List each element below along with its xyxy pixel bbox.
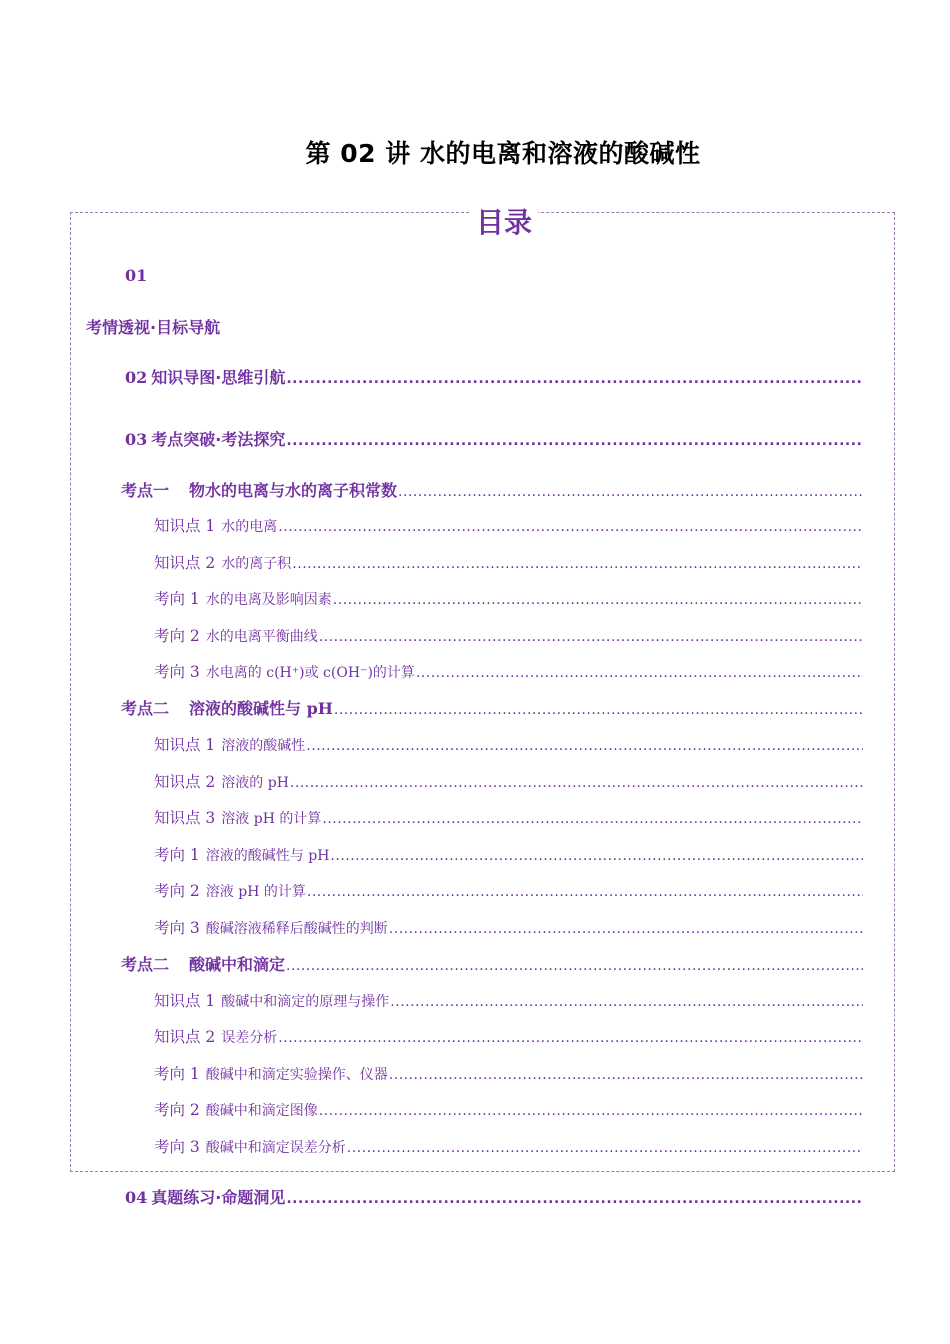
- toc-item-label: 知识点 2: [154, 554, 216, 572]
- toc-section-04-title: 真题练习·命题洞见: [151, 1188, 286, 1207]
- toc-topic-label: 考点二: [121, 699, 170, 718]
- toc-item-label: 知识点 1: [154, 992, 216, 1010]
- toc-item-text: 溶液的 pH: [221, 775, 289, 791]
- toc-item-label: 考向 3: [154, 1138, 200, 1156]
- toc-leader: [389, 1067, 863, 1083]
- toc-item-text: 溶液的酸碱性: [221, 738, 306, 754]
- toc-item[interactable]: [154, 1062, 863, 1084]
- toc-item-text: 水电离的 c(H⁺)或 c(OH⁻)的计算: [205, 665, 415, 681]
- toc-item[interactable]: [154, 587, 863, 609]
- toc-item[interactable]: [154, 879, 863, 901]
- toc-item[interactable]: [154, 916, 863, 938]
- toc-section-01-number[interactable]: 01: [125, 266, 148, 285]
- toc-leader: [306, 738, 863, 754]
- toc-item[interactable]: [154, 989, 863, 1011]
- toc-topic-title: 溶液的酸碱性与 pH: [189, 699, 333, 718]
- toc-item-label: 考向 3: [154, 663, 200, 681]
- toc-item-label: 知识点 3: [154, 809, 216, 827]
- toc-topic-label: 考点一: [121, 481, 170, 500]
- toc-item-text: 溶液的酸碱性与 pH: [205, 848, 330, 864]
- toc-item-text: 酸碱中和滴定误差分析: [205, 1140, 346, 1156]
- toc-topic-1[interactable]: [121, 478, 863, 501]
- toc-leader: [307, 884, 863, 900]
- toc-item[interactable]: [154, 733, 863, 755]
- toc-leader: [278, 1030, 863, 1046]
- toc-item-label: 考向 3: [154, 919, 200, 937]
- toc-item[interactable]: [154, 514, 863, 536]
- toc-item-text: 误差分析: [221, 1030, 278, 1046]
- toc-leader: [389, 921, 863, 937]
- toc-item-label: 考向 2: [154, 1101, 200, 1119]
- toc-leader: [286, 1191, 863, 1207]
- toc-item-text: 溶液 pH 的计算: [221, 811, 322, 827]
- toc-section-02-number: 02: [125, 368, 148, 387]
- toc-section-04-number: 04: [125, 1188, 148, 1207]
- toc-heading-text: 目录: [470, 206, 538, 239]
- toc-leader: [278, 519, 863, 535]
- toc-item-text: 水的电离及影响因素: [205, 592, 332, 608]
- toc-item-text: 水的电离: [221, 519, 278, 535]
- toc-item-label: 考向 1: [154, 846, 200, 864]
- toc-leader: [330, 848, 863, 864]
- toc-item-label: 知识点 1: [154, 736, 216, 754]
- toc-item[interactable]: [154, 1025, 863, 1047]
- toc-item-text: 溶液 pH 的计算: [205, 884, 306, 900]
- toc-item[interactable]: [154, 1098, 863, 1120]
- toc-item-text: 水的离子积: [221, 556, 292, 572]
- toc-leader: [286, 958, 863, 974]
- toc-leader: [286, 371, 863, 387]
- toc-item-text: 酸碱中和滴定图像: [205, 1103, 318, 1119]
- toc-item-label: 考向 1: [154, 590, 200, 608]
- toc-leader: [333, 592, 863, 608]
- toc-item-text: 酸碱中和滴定实验操作、仪器: [205, 1067, 388, 1083]
- toc-item-text: 酸碱中和滴定的原理与操作: [221, 994, 390, 1010]
- toc-leader: [319, 1103, 863, 1119]
- toc-item-label: 考向 2: [154, 882, 200, 900]
- toc-topic-label: 考点二: [121, 955, 170, 974]
- toc-item-label: 考向 2: [154, 627, 200, 645]
- toc-section-03-title: 考点突破·考法探究: [151, 430, 286, 449]
- toc-item[interactable]: [154, 1135, 863, 1157]
- toc-item-text: 水的电离平衡曲线: [205, 629, 318, 645]
- toc-leader: [398, 484, 863, 500]
- toc-section-02[interactable]: [125, 365, 863, 388]
- toc-section-01-title[interactable]: 考情透视·目标导航: [86, 318, 221, 337]
- toc-item-label: 知识点 1: [154, 517, 216, 535]
- toc-item[interactable]: [154, 624, 863, 646]
- toc-item-label: 知识点 2: [154, 1028, 216, 1046]
- toc-section-03-number: 03: [125, 430, 148, 449]
- toc-leader: [286, 433, 863, 449]
- toc-item[interactable]: [154, 843, 863, 865]
- toc-section-03[interactable]: [125, 427, 863, 450]
- toc-topic-title: 酸碱中和滴定: [189, 955, 286, 974]
- toc-item[interactable]: [154, 660, 863, 682]
- toc-item[interactable]: [154, 551, 863, 573]
- toc-topic-3[interactable]: [121, 952, 863, 975]
- toc-leader: [416, 665, 863, 681]
- toc-heading: [0, 201, 950, 241]
- toc-item[interactable]: [154, 770, 863, 792]
- toc-topic-2[interactable]: [121, 696, 863, 719]
- page-title: 第 02 讲 水的电离和溶液的酸碱性: [305, 139, 701, 168]
- toc-item-label: 知识点 2: [154, 773, 216, 791]
- toc-leader: [322, 811, 863, 827]
- toc-item-label: 考向 1: [154, 1065, 200, 1083]
- toc-leader: [390, 994, 863, 1010]
- toc-topic-title: 物水的电离与水的离子积常数: [189, 481, 398, 500]
- toc-leader: [292, 556, 863, 572]
- toc-leader: [347, 1140, 863, 1156]
- toc-item-text: 酸碱溶液稀释后酸碱性的判断: [205, 921, 388, 937]
- toc-section-04[interactable]: [125, 1185, 863, 1208]
- toc-section-02-title: 知识导图·思维引航: [151, 368, 286, 387]
- toc-leader: [319, 629, 863, 645]
- toc-item[interactable]: [154, 806, 863, 828]
- toc-leader: [334, 702, 863, 718]
- toc-leader: [290, 775, 863, 791]
